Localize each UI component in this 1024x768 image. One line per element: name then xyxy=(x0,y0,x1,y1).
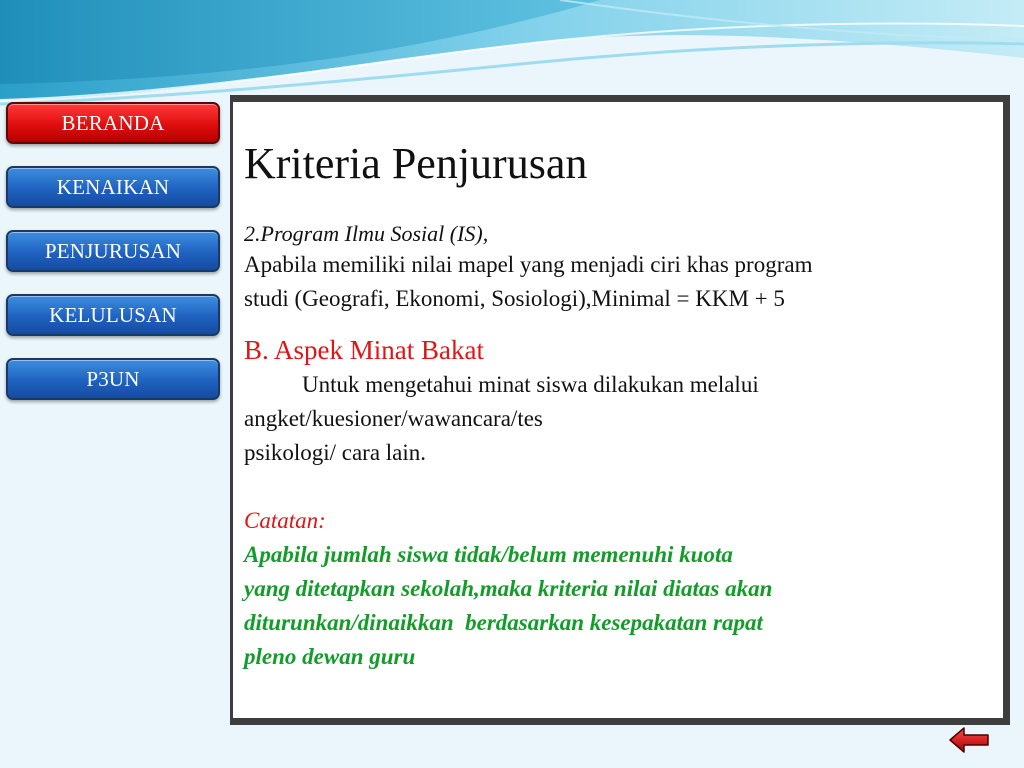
catatan-line-3: diturunkan/dinaikkan berdasarkan kesepakatan rapat xyxy=(244,610,763,635)
program-line-1: Apabila memiliki nilai mapel yang menjadi ciri khas program xyxy=(244,252,813,277)
content-card xyxy=(233,102,1003,718)
nav-button-p3un[interactable]: P3UN xyxy=(6,358,220,400)
program-heading: 2.Program Ilmu Sosial (IS), xyxy=(244,221,489,246)
back-arrow-icon[interactable] xyxy=(948,726,990,754)
section-b-line-2: angket/kuesioner/wawancara/tes xyxy=(244,406,543,431)
section-b-line-3: psikologi/ cara lain. xyxy=(244,440,427,465)
nav-button-beranda[interactable]: BERANDA xyxy=(6,102,220,144)
nav-button-kelulusan[interactable]: KELULUSAN xyxy=(6,294,220,336)
nav-button-kenaikan[interactable]: KENAIKAN xyxy=(6,166,220,208)
catatan-label: Catatan: xyxy=(244,508,326,533)
nav-button-penjurusan[interactable]: PENJURUSAN xyxy=(6,230,220,272)
program-line-2: studi (Geografi, Ekonomi, Sosiologi),Minimal = KKM + 5 xyxy=(244,286,785,311)
catatan-line-1: Apabila jumlah siswa tidak/belum memenuhi kuota xyxy=(244,542,733,567)
page-title: Kriteria Penjurusan xyxy=(244,139,588,188)
catatan-line-2: yang ditetapkan sekolah,maka kriteria nilai diatas akan xyxy=(244,576,773,601)
catatan-line-4: pleno dewan guru xyxy=(244,644,416,669)
section-b-line-1: Untuk mengetahui minat siswa dilakukan melalui xyxy=(302,372,759,397)
section-b-heading: B. Aspek Minat Bakat xyxy=(244,335,484,365)
